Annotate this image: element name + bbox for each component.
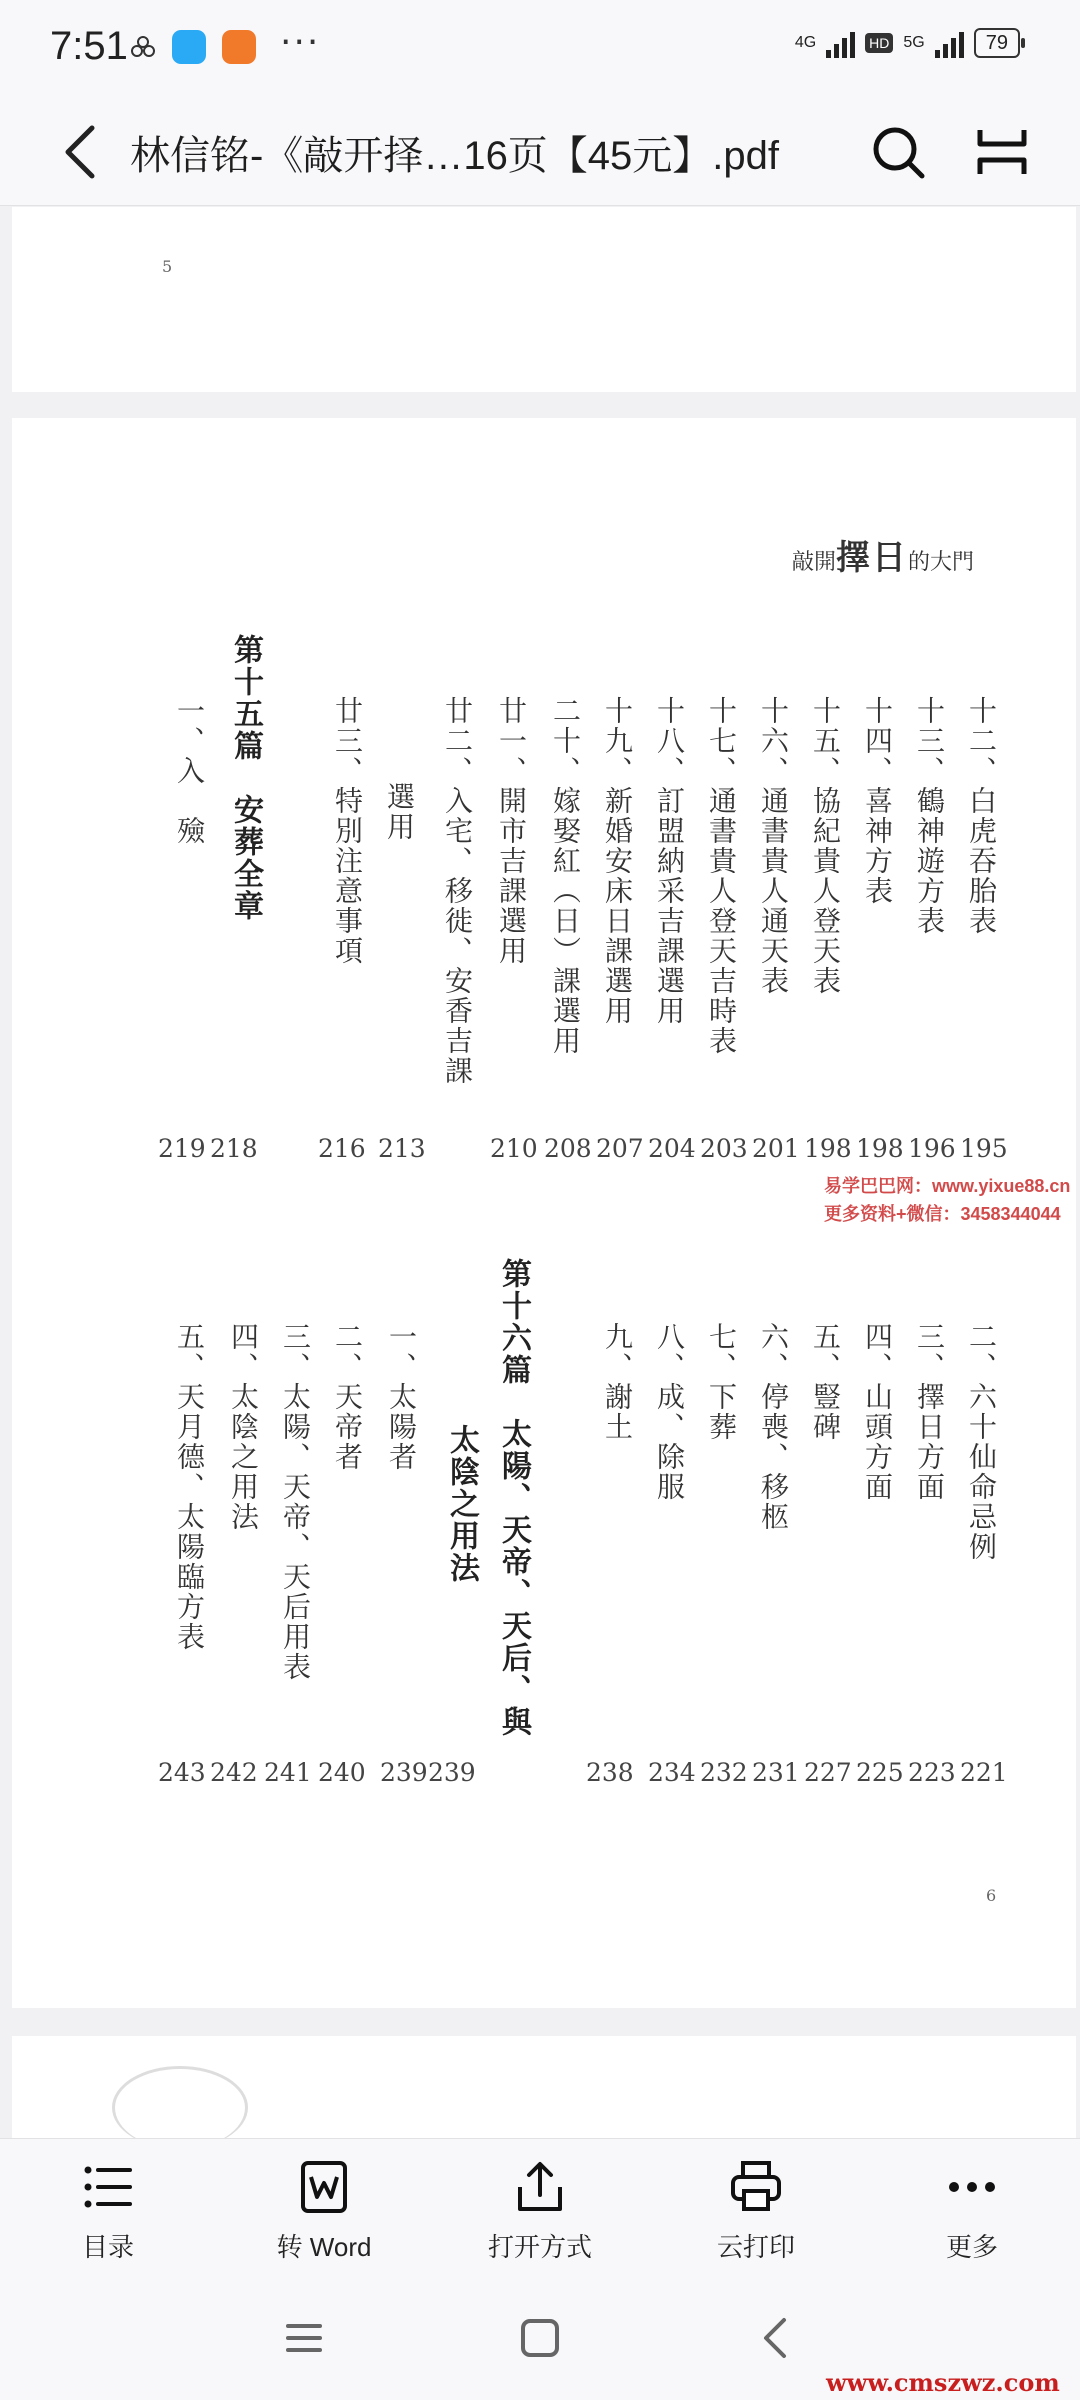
- battery-icon: 79: [974, 28, 1020, 58]
- toc-page-number: 243: [158, 1758, 206, 1787]
- toc-page-number: 216: [318, 1134, 366, 1163]
- toc-page-number: 207: [596, 1134, 644, 1163]
- toc-page-number: 210: [490, 1134, 538, 1163]
- search-icon[interactable]: [868, 122, 928, 182]
- fullscreen-icon[interactable]: [972, 122, 1032, 182]
- toc-page-number: 219: [158, 1134, 206, 1163]
- toc-entry: 九、謝土: [601, 1322, 634, 1442]
- toolbar-more-button[interactable]: [902, 2157, 1042, 2264]
- toolbar-open-with-label: 打开方式: [487, 2232, 592, 2262]
- running-header-pre: 敲開: [792, 550, 837, 575]
- toc-entry: 七、下葬: [705, 1322, 738, 1442]
- chat-app-icon: [172, 30, 206, 64]
- toc-entry: 三、擇日方面: [913, 1322, 946, 1502]
- toc-entry: 十七、通書貴人登天吉時表: [705, 696, 738, 1056]
- toc-page-number: 240: [318, 1758, 366, 1787]
- back-icon[interactable]: [746, 2308, 806, 2368]
- toc-page-number: 231: [752, 1758, 800, 1787]
- toc-entry: 十九、新婚安床日課選用: [601, 696, 634, 1026]
- seal-graphic: [112, 2066, 248, 2149]
- cluster-icon: [128, 30, 158, 64]
- toolbar-cloud-print-label: 云打印: [716, 2232, 795, 2262]
- toc-page-number: 195: [960, 1134, 1008, 1163]
- share-icon: [510, 2157, 570, 2217]
- toc-entry: 十二、白虎吞胎表: [965, 696, 998, 936]
- toolbar-convert-word-label: 转 Word: [276, 2232, 372, 2262]
- toc-page-number: 225: [856, 1758, 904, 1787]
- toc-entry: 三、太陽、天帝、天后用表: [279, 1322, 312, 1682]
- toolbar-contents-label: 目录: [81, 2232, 134, 2262]
- toolbar-convert-word-button[interactable]: [254, 2157, 394, 2264]
- toc-chapter-heading: 第十六篇 太陽、天帝、天后、與: [496, 1258, 531, 1738]
- toc-page-number: 204: [648, 1134, 696, 1163]
- pdf-page-5: [12, 207, 1076, 392]
- watermark-line-1: 易学巴巴网：www.yixue88.cn: [824, 1176, 1071, 1196]
- toc-page-number: 234: [648, 1758, 696, 1787]
- toc-entry: 廿一、開市吉課選用: [495, 696, 528, 966]
- toc-page-number: 213: [378, 1134, 426, 1163]
- toc-page-number: 221: [960, 1758, 1008, 1787]
- back-arrow-icon[interactable]: [58, 122, 102, 182]
- toc-entry: 五、豎碑: [809, 1322, 842, 1442]
- toc-page-number: 238: [586, 1758, 634, 1787]
- running-header-big: 擇日: [836, 538, 909, 578]
- pdf-page-7: [12, 2036, 1076, 2146]
- toc-chapter-heading-cont: 太陰之用法: [444, 1424, 479, 1584]
- list-icon: [78, 2157, 138, 2217]
- toc-entry: 十三、鶴神遊方表: [913, 696, 946, 936]
- mi-app-icon: [222, 30, 256, 64]
- toc-entry: 廿二、入宅、移徙、安香吉課: [441, 696, 474, 1086]
- toc-page-number: 223: [908, 1758, 956, 1787]
- home-icon[interactable]: [510, 2308, 570, 2368]
- toc-page-number: 208: [544, 1134, 592, 1163]
- toc-entry: 選用: [383, 782, 416, 842]
- toc-entry: 四、山頭方面: [861, 1322, 894, 1502]
- toolbar-cloud-print-button[interactable]: [686, 2157, 826, 2264]
- page-number: 5: [162, 257, 173, 276]
- toc-page-number: 196: [908, 1134, 956, 1163]
- toc-entry: 六、停喪、移柩: [757, 1322, 790, 1532]
- toc-entry: 十六、通書貴人通天表: [757, 696, 790, 996]
- toolbar-more-label: 更多: [945, 2232, 998, 2262]
- word-convert-icon: [294, 2157, 354, 2217]
- toc-page-number: 232: [700, 1758, 748, 1787]
- toc-chapter-heading: 第十五篇 安葬全章: [228, 634, 263, 922]
- toc-entry: 四、太陰之用法: [227, 1322, 260, 1532]
- toc-page-number: 239: [380, 1758, 428, 1787]
- watermark-line-2: 更多资料+微信：3458344044: [824, 1204, 1061, 1224]
- toc-entry: 十四、喜神方表: [861, 696, 894, 906]
- status-bar: [0, 0, 1080, 100]
- signal-icon: [826, 28, 855, 58]
- printer-icon: [726, 2157, 786, 2217]
- toc-page-number: 242: [210, 1758, 258, 1787]
- toc-page-number: 201: [752, 1134, 800, 1163]
- toc-page-number: 218: [210, 1134, 258, 1163]
- clock: 7:51: [50, 24, 128, 68]
- toc-page-number: 241: [264, 1758, 312, 1787]
- toc-entry: 五、天月德、太陽臨方表: [173, 1322, 206, 1652]
- bottom-toolbar: [0, 2138, 1080, 2279]
- toc-entry: 八、成、除服: [653, 1322, 686, 1502]
- signal-icon-2: [935, 28, 964, 58]
- more-notifications-icon: ···: [280, 22, 321, 63]
- network-type-1: 4G: [794, 34, 817, 51]
- toc-entry: 二、六十仙命忌例: [965, 1322, 998, 1562]
- title-bar: [0, 100, 1080, 206]
- pdf-page-6: [12, 418, 1076, 2008]
- toc-page-number: 198: [804, 1134, 852, 1163]
- toc-entry: 一、入 殮: [173, 696, 206, 846]
- toc-entry: 十五、協紀貴人登天表: [809, 696, 842, 996]
- toolbar-open-with-button[interactable]: [470, 2157, 610, 2264]
- toc-entry: 二十、嫁娶紅（日）課選用: [549, 696, 582, 1056]
- hd-badge: HD: [865, 33, 893, 53]
- toc-page-number: 198: [856, 1134, 904, 1163]
- menu-icon[interactable]: [274, 2308, 334, 2368]
- running-header: [792, 530, 974, 579]
- site-watermark: www.cmszwz.com: [826, 2368, 1060, 2397]
- toc-page-number: 239: [428, 1758, 476, 1787]
- toc-entry: 十八、訂盟納采吉課選用: [653, 696, 686, 1026]
- toc-entry: 一、太陽者: [385, 1322, 418, 1472]
- toc-entry: 廿三、特別注意事項: [331, 696, 364, 966]
- toc-entry: 二、天帝者: [331, 1322, 364, 1472]
- page-number: 6: [986, 1886, 997, 1905]
- running-header-post: 的大門: [908, 550, 975, 575]
- toc-page-number: 203: [700, 1134, 748, 1163]
- status-indicators: [795, 28, 1020, 58]
- toc-page-number: 227: [804, 1758, 852, 1787]
- toolbar-contents-button[interactable]: [38, 2157, 178, 2264]
- network-type-2: 5G: [903, 34, 925, 51]
- more-icon: [942, 2157, 1002, 2217]
- document-title: 林信铭-《敲开择…16页【45元】.pdf: [130, 134, 780, 178]
